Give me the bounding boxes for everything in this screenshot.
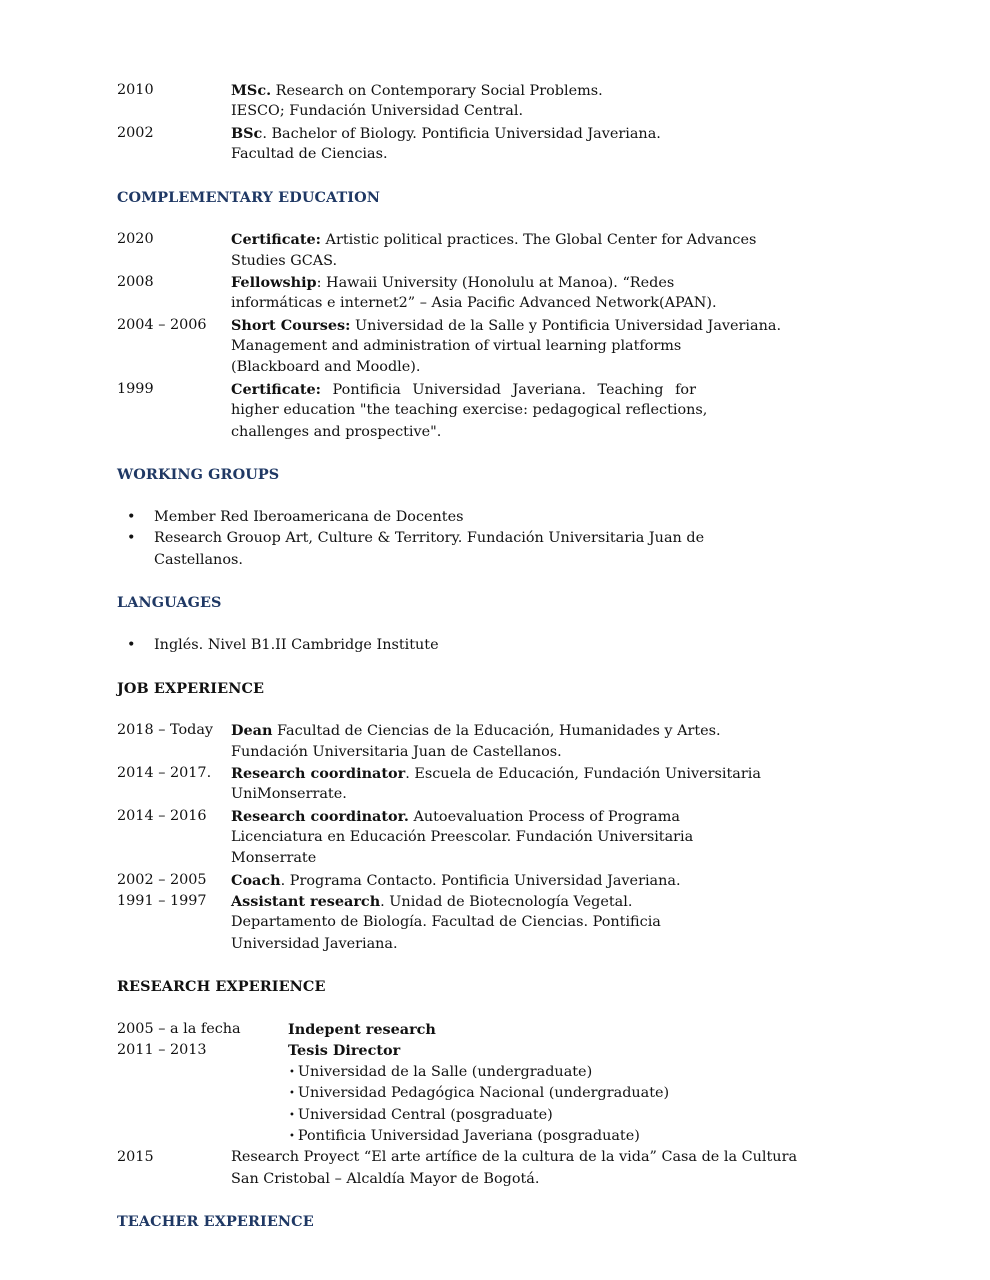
entry-line [0, 123, 990, 144]
entry-text: Management and administration of virtual learning platforms [231, 338, 682, 355]
entry-content [231, 101, 523, 122]
entry-date: 1999 [117, 380, 154, 397]
entry-line [0, 1169, 990, 1190]
entry-date: 2014 – 2016 [117, 807, 207, 824]
entry-title: Certificate: [231, 380, 321, 398]
entry-title: Coach [231, 871, 281, 889]
bullet-icon: • [127, 636, 136, 653]
entry-line [0, 379, 990, 400]
entry-line [0, 251, 990, 272]
entry-date: 2010 [117, 82, 154, 98]
sub-list-item [289, 1126, 640, 1148]
entry-text: Facultad de Ciencias de la Educación, Humanidades y Artes. [272, 723, 721, 740]
blank-line [0, 165, 990, 186]
list-item-text: Castellanos. [154, 551, 243, 568]
entry-date: 2020 [117, 231, 154, 248]
entry-date: 2004 – 2006 [117, 316, 207, 333]
entry-line [0, 870, 990, 891]
entry-text: Licenciatura en Educación Preescolar. Fundación Universitaria [231, 829, 694, 846]
section-heading-line [0, 464, 990, 485]
entry-content [231, 315, 781, 337]
entry-content [231, 891, 632, 913]
entry-content [231, 763, 761, 785]
sub-list-item-text: Universidad de la Salle (undergraduate) [297, 1063, 593, 1080]
entry-content [231, 272, 674, 294]
entry-line [0, 720, 990, 741]
entry-text: Studies GCAS. [231, 252, 338, 269]
entry-title: BSc [231, 124, 263, 142]
section-heading: RESEARCH EXPERIENCE [117, 978, 326, 996]
entry-content [231, 784, 347, 805]
entry-content [231, 720, 721, 742]
entry-text: informáticas e internet2” – Asia Pacific Advanced Network(APAN). [231, 295, 717, 312]
entry-content [231, 806, 680, 828]
entry-line [0, 848, 990, 869]
blank-line [0, 486, 990, 507]
entry-line [0, 742, 990, 763]
entry-text: Universidad de la Salle y Pontificia Universidad Javeriana. [350, 317, 782, 334]
entry-content [231, 144, 388, 165]
section-heading: JOB EXPERIENCE [117, 679, 265, 697]
entry-line [0, 763, 990, 784]
entry-text: Research Proyect “El arte artífice de la cultura de la vida” Casa de la Cultura [231, 1149, 798, 1166]
blank-line [0, 443, 990, 464]
entry-text: UniMonserrate. [231, 786, 347, 803]
entry-title: Certificate: [231, 231, 321, 249]
entry-text: Facultad de Ciencias. [231, 146, 388, 163]
entry-content [231, 848, 316, 869]
entry-content [231, 293, 717, 314]
entry-text: : Hawaii University (Honolulu at Manoa). “Redes [316, 275, 675, 292]
entry-date: 2018 – Today [117, 722, 214, 739]
entry-text: higher education "the teaching exercise: pedagogical reflections, [231, 402, 708, 419]
entry-line [0, 1126, 990, 1147]
section-heading-line [0, 678, 990, 699]
entry-content [231, 123, 661, 145]
entry-text: San Cristobal – Alcaldía Mayor de Bogotá. [231, 1170, 540, 1187]
entry-text: Monserrate [231, 850, 317, 867]
entry-line [0, 806, 990, 827]
entry-line [0, 272, 990, 293]
cv-document-page [0, 80, 990, 1233]
entry-date: 2011 – 2013 [117, 1042, 207, 1059]
blank-line [0, 1190, 990, 1211]
sub-list-item-text: Universidad Central (posgraduate) [297, 1106, 553, 1123]
entry-text: Research on Contemporary Social Problems. [271, 83, 603, 99]
section-heading-line [0, 592, 990, 613]
sub-list-item [289, 1062, 592, 1084]
entry-title: Short Courses: [231, 316, 351, 334]
blank-line [0, 614, 990, 635]
entry-content [231, 400, 707, 421]
bullet-icon: • [289, 1066, 295, 1078]
entry-line [0, 1040, 990, 1061]
entry-line [0, 422, 990, 443]
sub-list-item [289, 1083, 669, 1105]
entry-line [0, 784, 990, 805]
entry-line [0, 550, 990, 571]
entry-content [231, 1169, 539, 1190]
entry-line [0, 827, 990, 848]
section-heading: WORKING GROUPS [117, 466, 280, 484]
bullet-icon: • [289, 1130, 295, 1142]
entry-line [0, 1105, 990, 1126]
bullet-icon: • [289, 1088, 295, 1100]
list-item-text: Research Grouop Art, Culture & Territory. Fundación Universitaria Juan de [154, 530, 705, 547]
entry-line [0, 934, 990, 955]
entry-date: 2002 – 2005 [117, 871, 207, 888]
entry-text: IESCO; Fundación Universidad Central. [231, 103, 524, 120]
entry-title: Dean [231, 722, 273, 740]
section-heading: LANGUAGES [117, 594, 222, 612]
entry-content [288, 1019, 436, 1041]
entry-text: . Bachelor of Biology. Pontificia Universidad Javeriana. [262, 125, 661, 142]
entry-date: 1991 – 1997 [117, 893, 207, 910]
list-item-text: Member Red Iberoamericana de Docentes [154, 508, 464, 525]
entry-content [231, 912, 661, 933]
entry-content [231, 870, 681, 892]
entry-line [0, 891, 990, 912]
entry-content [231, 1147, 797, 1168]
entry-line [0, 1062, 990, 1083]
entry-title: Tesis Director [288, 1042, 401, 1060]
bullet-icon: • [127, 508, 136, 525]
section-heading-line [0, 976, 990, 997]
entry-line [0, 1019, 990, 1040]
entry-line [0, 912, 990, 933]
sub-list-item-text: Universidad Pedagógica Nacional (undergraduate) [297, 1085, 670, 1102]
entry-content [231, 934, 398, 955]
entry-content [231, 80, 603, 102]
blank-line [0, 955, 990, 976]
list-item-text: Inglés. Nivel B1.II Cambridge Institute [154, 636, 439, 653]
entry-text: . Escuela de Educación, Fundación Universitaria [405, 766, 761, 782]
bullet-icon: • [289, 1109, 295, 1121]
entry-line [0, 80, 990, 101]
entry-text: (Blackboard and Moodle). [231, 359, 421, 376]
entry-text: Fundación Universitaria Juan de Castellanos. [231, 743, 562, 760]
entry-line [0, 635, 990, 656]
entry-content [231, 229, 756, 251]
section-heading: TEACHER EXPERIENCE [117, 1213, 314, 1231]
entry-date: 2002 [117, 124, 154, 141]
entry-date: 2008 [117, 274, 154, 291]
blank-line [0, 699, 990, 720]
entry-text: Pontificia Universidad Javeriana. Teaching for [320, 381, 696, 398]
entry-line [0, 1083, 990, 1104]
entry-line [0, 507, 990, 528]
entry-text: Autoevaluation Process of Programa [408, 808, 680, 825]
entry-date: 2014 – 2017. [117, 765, 212, 781]
entry-title: Fellowship [231, 274, 317, 292]
entry-line [0, 1147, 990, 1168]
entry-line [0, 357, 990, 378]
entry-content [231, 336, 681, 357]
entry-title: Research coordinator [231, 765, 406, 782]
entry-line [0, 229, 990, 250]
entry-content [231, 251, 337, 272]
sub-list-item [289, 1105, 553, 1127]
entry-title: MSc. [231, 82, 272, 99]
entry-text: Artistic political practices. The Global Center for Advances [320, 232, 757, 249]
entry-content [231, 357, 421, 378]
entry-text: challenges and prospective". [231, 423, 442, 440]
entry-date: 2015 [117, 1149, 154, 1166]
entry-line [0, 101, 990, 122]
entry-line [0, 528, 990, 549]
entry-line [0, 336, 990, 357]
entry-content [288, 1040, 400, 1062]
entry-text: Departamento de Biología. Facultad de Ciencias. Pontificia [231, 914, 661, 931]
entry-line [0, 315, 990, 336]
entry-title: Assistant research [231, 893, 381, 911]
blank-line [0, 208, 990, 229]
entry-content [231, 742, 562, 763]
entry-text: Universidad Javeriana. [231, 935, 398, 952]
entry-line [0, 144, 990, 165]
entry-date: 2005 – a la fecha [117, 1021, 241, 1038]
entry-title: Research coordinator. [231, 807, 409, 825]
entry-title: Indepent research [288, 1021, 436, 1039]
entry-content [231, 379, 696, 401]
blank-line [0, 998, 990, 1019]
entry-text: . Programa Contacto. Pontificia Universidad Javeriana. [280, 872, 681, 889]
blank-line [0, 656, 990, 677]
entry-content [231, 422, 441, 443]
section-heading-line [0, 1211, 990, 1232]
entry-line [0, 293, 990, 314]
blank-line [0, 571, 990, 592]
entry-text: . Unidad de Biotecnología Vegetal. [380, 894, 633, 911]
sub-list-item-text: Pontificia Universidad Javeriana (posgraduate) [297, 1127, 640, 1144]
entry-content [231, 827, 693, 848]
entry-line [0, 400, 990, 421]
section-heading: COMPLEMENTARY EDUCATION [117, 188, 381, 206]
section-heading-line [0, 187, 990, 208]
bullet-icon: • [127, 530, 136, 547]
